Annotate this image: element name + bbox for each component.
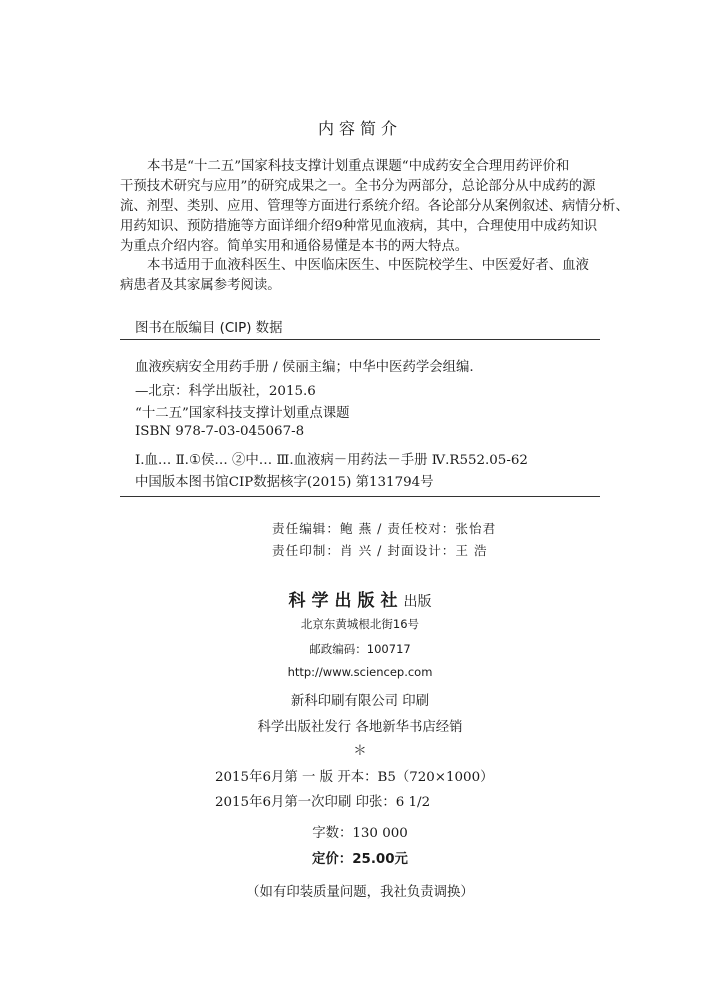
distribution: 科学出版社发行 各地新华书店经销 (257, 720, 463, 735)
cip-heading: 图书在版编目 (CIP) 数据 (135, 321, 283, 336)
publisher-name: 科学出版社 (288, 591, 404, 611)
publisher-url: http://www.sciencep.com (287, 665, 433, 679)
printer: 新科印刷有限公司 印刷 (290, 694, 430, 709)
price: 定价：25.00元 (312, 852, 408, 867)
publisher-postcode: 邮政编码：100717 (309, 642, 411, 656)
summary-line: 用药知识、预防措施等方面详细介绍9种常见血液病，其中，合理使用中成药知识 (120, 219, 598, 234)
summary-line: 本书是“十二五”国家科技支撑计划重点课题“中成药安全合理用药评价和 (147, 159, 570, 174)
cip-line: —北京：科学出版社，2015.6 (135, 384, 316, 399)
printing-info: 2015年6月第一次印刷 印张：6 1/2 (215, 795, 431, 810)
publisher-line (0, 586, 720, 611)
separator-star: ＊ (353, 744, 367, 759)
staff-editors: 责任编辑：鲍 燕 / 责任校对：张怡君 (272, 521, 497, 536)
quality-note: （如有印装质量问题，我社负责调换） (246, 885, 474, 900)
summary-line: 干预技术研究与应用”的研究成果之一。全书分为两部分，总论部分从中成药的源 (120, 179, 596, 194)
summary-line: 流、剂型、类别、应用、管理等方面进行系统介绍。各论部分从案例叙述、病情分析、 (120, 199, 629, 214)
summary-paragraph-2 (120, 256, 612, 296)
cip-line: “十二五”国家科技支撑计划重点课题 (135, 406, 350, 421)
cip-isbn: ISBN 978-7-03-045067-8 (135, 424, 305, 439)
word-count: 字数：130 000 (312, 826, 408, 841)
divider (120, 339, 600, 340)
summary-paragraph-1 (120, 157, 629, 257)
publisher-suffix: 出版 (403, 594, 432, 610)
page-title: 内容简介 (317, 119, 402, 138)
staff-production: 责任印制：肖 兴 / 封面设计：王 浩 (272, 543, 488, 558)
edition-info: 2015年6月第 一 版 开本：B5（720×1000） (215, 770, 494, 785)
cip-classification: Ⅰ.血… Ⅱ.①侯… ②中… Ⅲ.血液病－用药法－手册 Ⅳ.R552.05-62 (135, 453, 528, 468)
publisher-address: 北京东黄城根北街16号 (300, 617, 420, 631)
cip-record-number: 中国版本图书馆CIP数据核字(2015) 第131794号 (135, 475, 434, 490)
divider (120, 496, 600, 497)
cip-line: 血液疾病安全用药手册 / 侯丽主编；中华中医药学会组编. (135, 360, 474, 375)
summary-line: 为重点介绍内容。简单实用和通俗易懂是本书的两大特点。 (120, 239, 469, 254)
summary-line: 病患者及其家属参考阅读。 (120, 278, 281, 293)
summary-line: 本书适用于血液科医生、中医临床医生、中医院校学生、中医爱好者、血液 (147, 258, 589, 273)
